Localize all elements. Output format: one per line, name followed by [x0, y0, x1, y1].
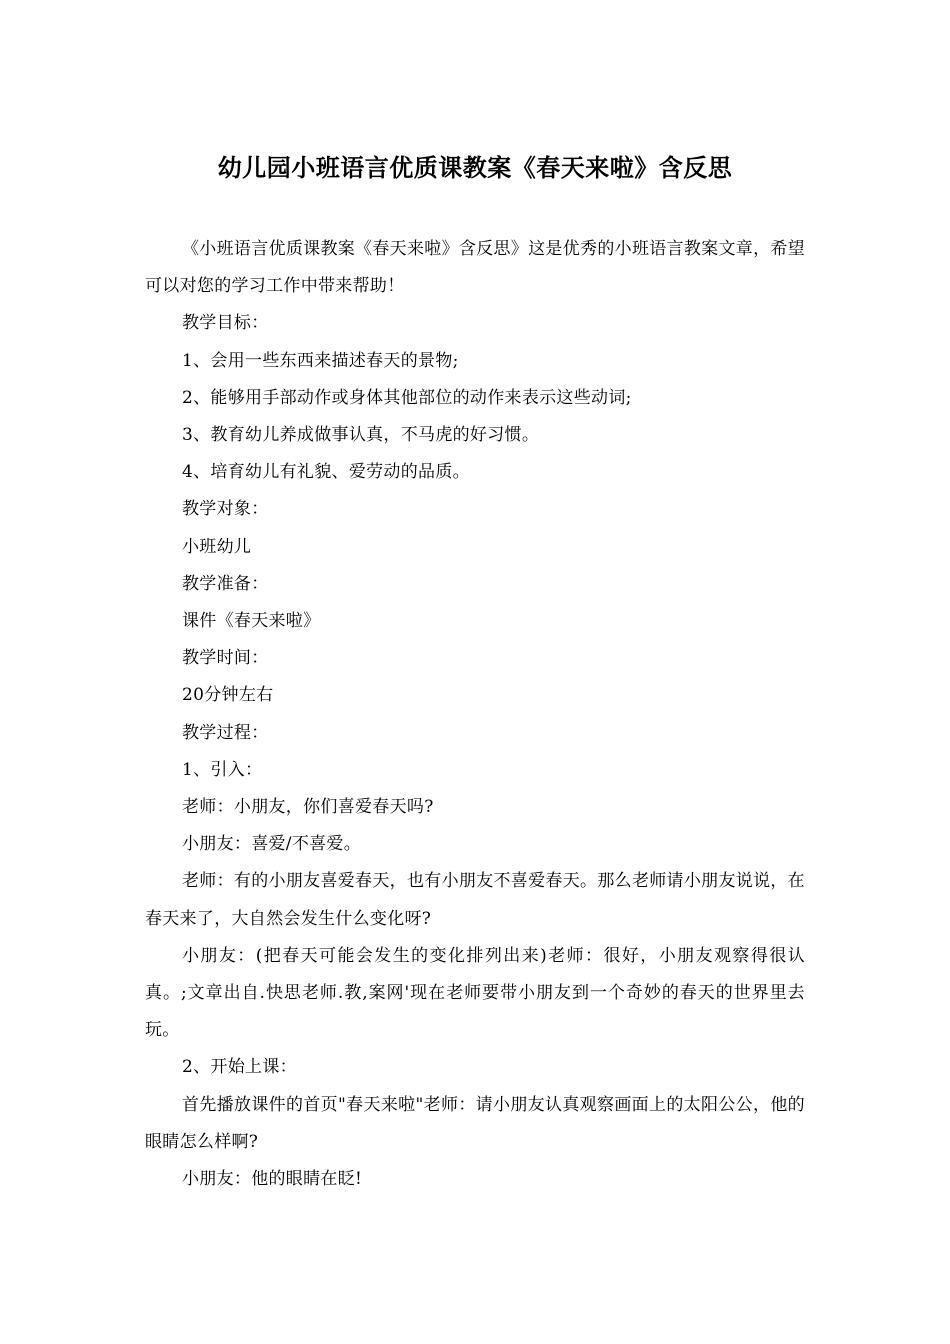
paragraph: 教学对象：	[182, 499, 269, 520]
paragraph: 1、会用一些东西来描述春天的景物;	[182, 350, 459, 371]
paragraph: 老师：小朋友，你们喜爱春天吗?	[182, 797, 434, 818]
document-body	[145, 231, 805, 1198]
paragraph: 20分钟左右	[182, 685, 274, 706]
paragraph: 1、引入：	[182, 759, 263, 780]
paragraph: 小朋友：喜爱/不喜爱。	[182, 834, 362, 855]
paragraph: 《小班语言优质课教案《春天来啦》含反思》这是优秀的小班语言教案文章，希望可以对您的学习工作中带来帮助！	[145, 239, 805, 297]
paragraph: 课件《春天来啦》	[182, 611, 321, 632]
paragraph: 教学时间：	[182, 648, 269, 669]
paragraph: 首先播放课件的首页"春天来啦"老师：请小朋友认真观察画面上的太阳公公，他的眼睛怎么样啊?	[145, 1094, 805, 1152]
paragraph: 老师：有的小朋友喜爱春天，也有小朋友不喜爱春天。那么老师请小朋友说说，在春天来了，大自然会发生什么变化呀?	[145, 871, 805, 929]
paragraph: 教学过程：	[182, 722, 269, 743]
document-title: 幼儿园小班语言优质课教案《春天来啦》含反思	[217, 154, 733, 182]
paragraph: 2、开始上课：	[182, 1057, 297, 1078]
paragraph: 教学目标：	[182, 313, 269, 334]
paragraph: 教学准备：	[182, 573, 269, 594]
paragraph: 4、培育幼儿有礼貌、爱劳动的品质。	[182, 462, 470, 483]
paragraph: 3、教育幼儿养成做事认真，不马虎的好习惯。	[182, 425, 540, 446]
paragraph: 2、能够用手部动作或身体其他部位的动作来表示这些动词;	[182, 387, 632, 408]
paragraph: 小班幼儿	[182, 536, 252, 557]
paragraph: 小朋友：他的眼睛在眨!	[182, 1169, 363, 1190]
paragraph: 小朋友：(把春天可能会发生的变化排列出来)老师：很好，小朋友观察得很认真。;文章出自.快思老师.教,案网'现在老师要带小朋友到一个奇妙的春天的世界里去玩。	[145, 945, 805, 1041]
